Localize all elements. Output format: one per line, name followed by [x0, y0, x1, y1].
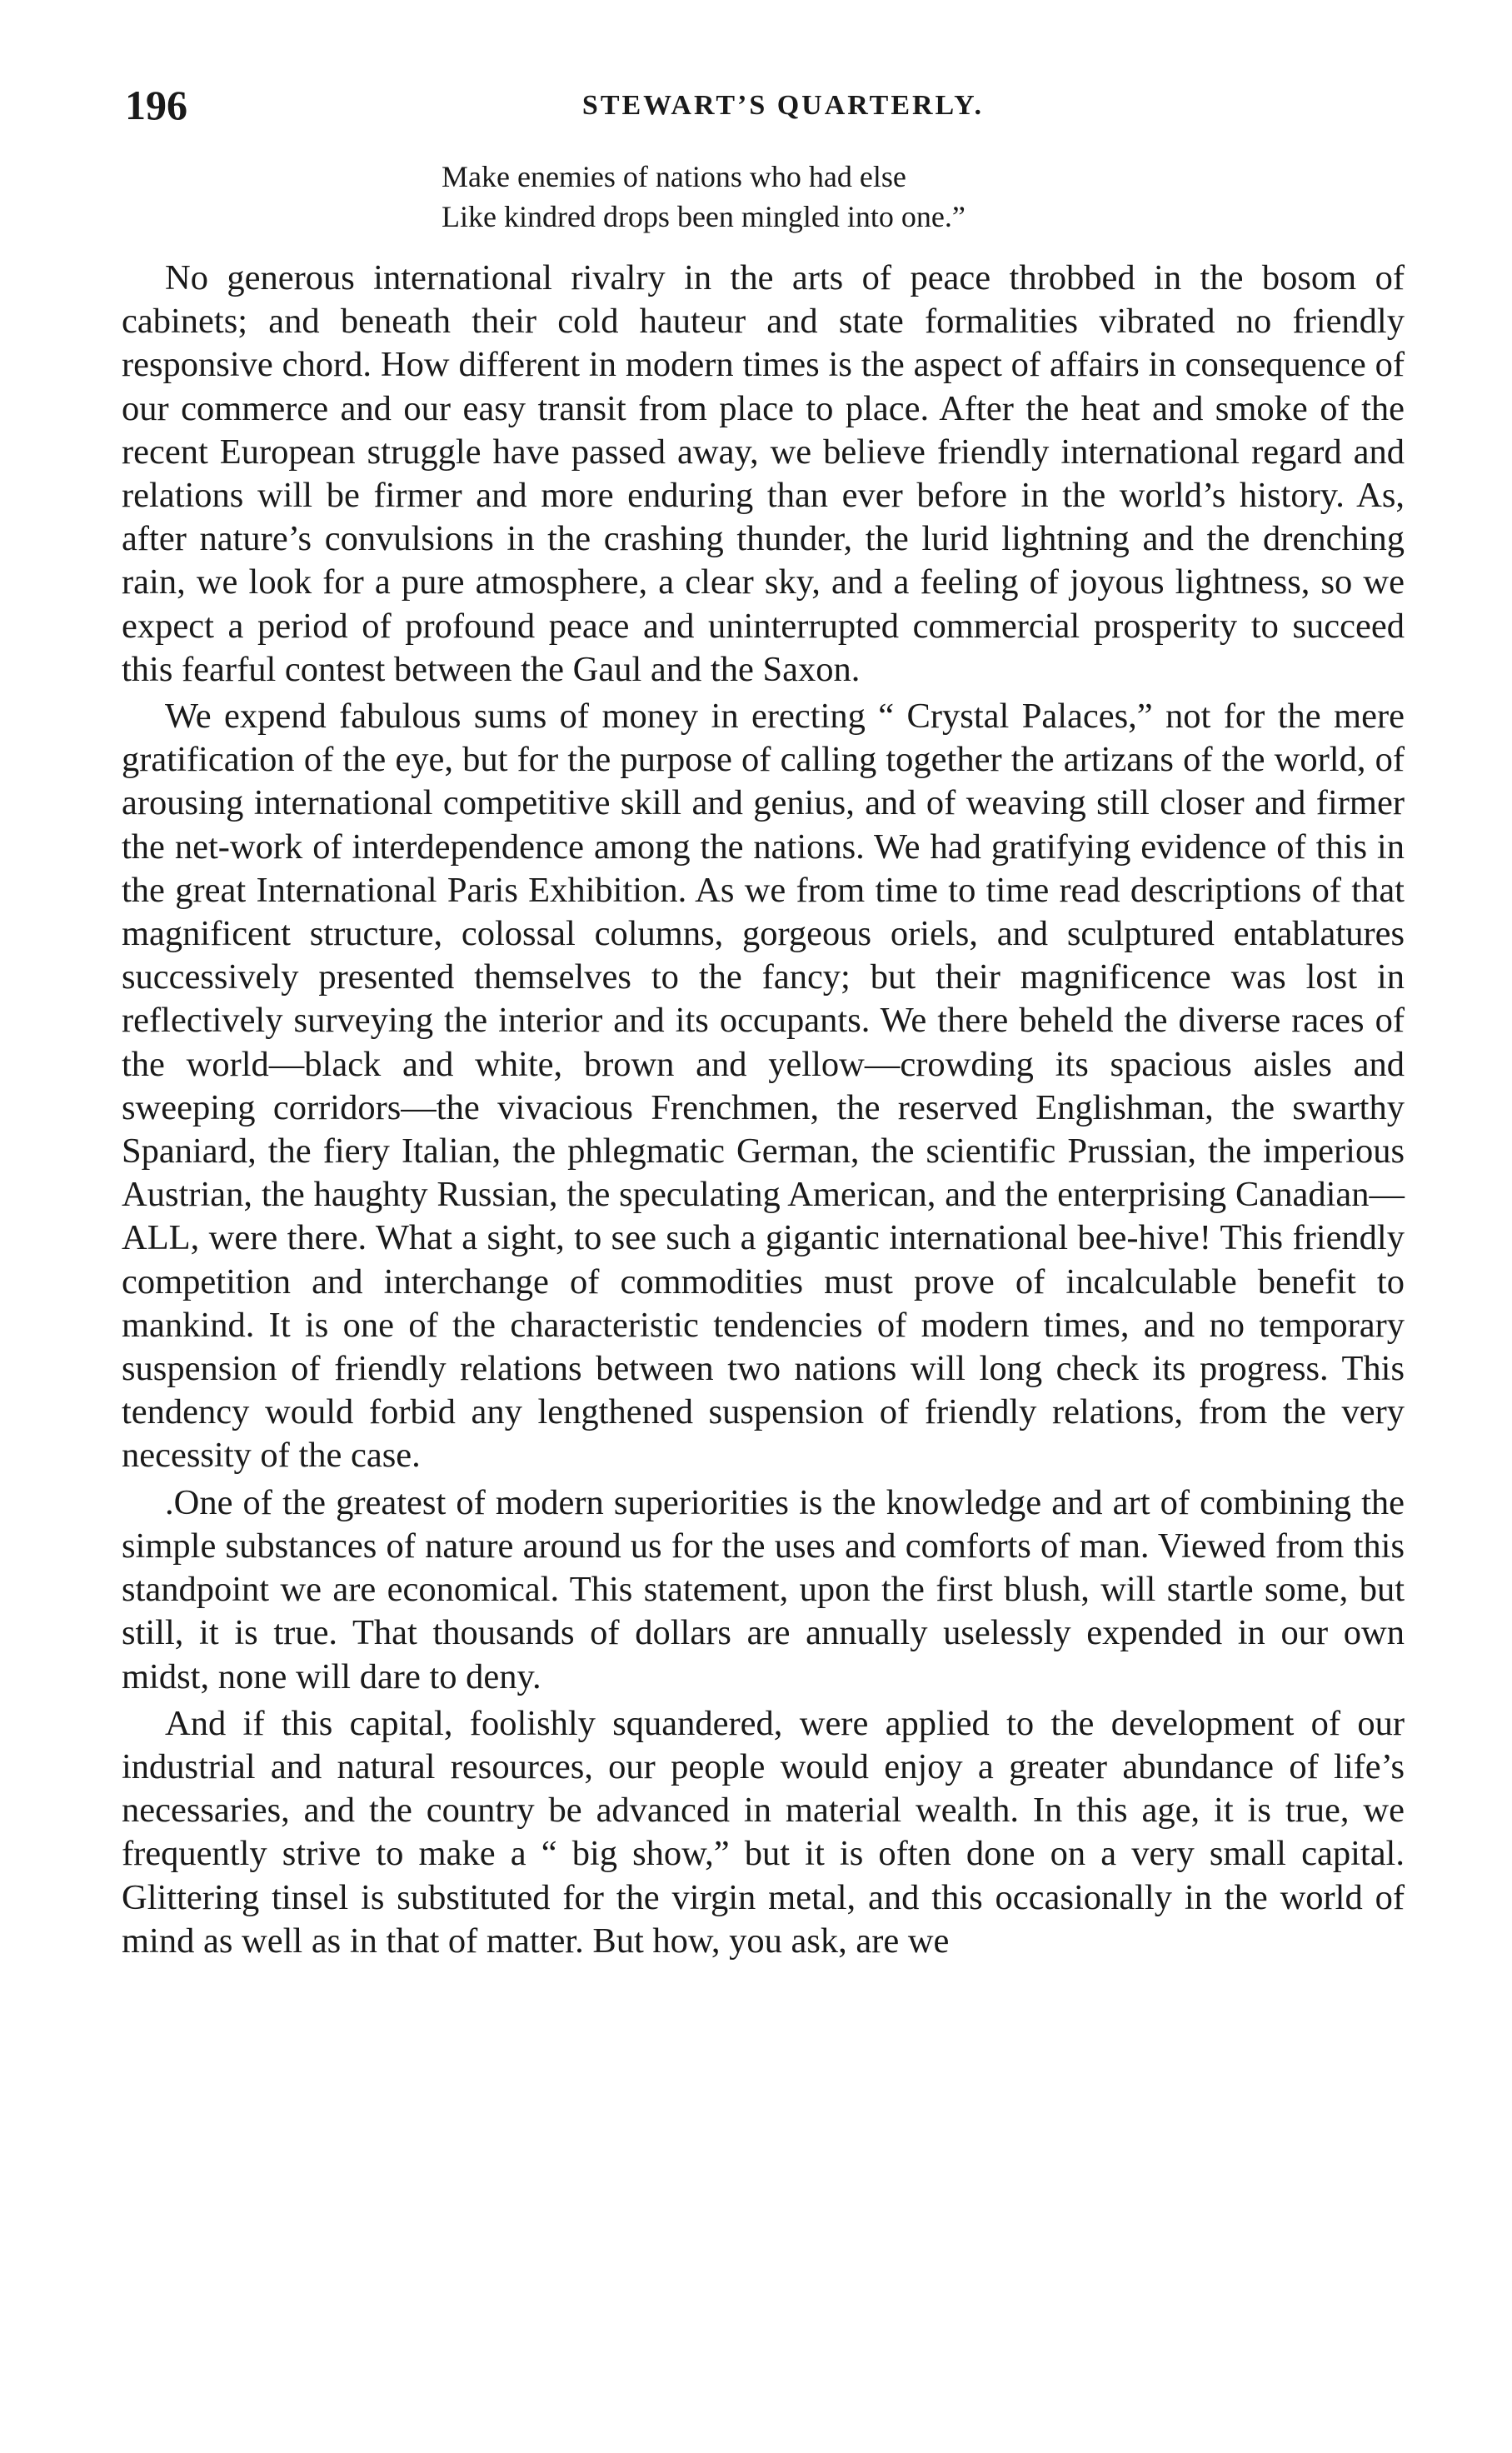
paragraph: And if this capital, foolishly squandered, were applied to the development of our industrial and natural resources, our people would enjoy a greater abundance of life’s necessaries, and the country be advanced in material wealth. In this age, it is true, we frequently strive to make a “ big show,” but it is often done on a very small capital. Glittering tinsel is substituted for the virgin metal, and this occasionally in the world of mind as well as in that of matter. But how, you ask, are we — [122, 1703, 1405, 1961]
page-header — [125, 80, 1408, 130]
paragraph: We expend fabulous sums of money in erecting “ Crystal Palaces,” not for the mere gratification of the eye, but for the purpose of calling together the artizans of the world, of arousing international competitive skill and genius, and of weaving still closer and firmer the net-work of interdependence among the nations. We had gratifying evidence of this in the great International Paris Exhibition. As we from time to time read descriptions of that magnificent structure, colossal columns, gorgeous oriels, and sculptured entablatures successively presented themselves to the fancy; but their magnificence was lost in reflectively surveying the interior and its occupants. We there beheld the diverse races of the world—black and white, brown and yellow—crowding its spacious aisles and sweeping corridors—the vivacious Frenchmen, the reserved Englishman, the swarthy Spaniard, the fiery Italian, the phlegmatic German, the scientific Prussian, the imperious Austrian, the haughty Russian, the speculating American, and the enterprising Canadian—ALL, were there. What a sight, to see such a gigantic international bee-hive! This friendly competition and interchange of commodities must prove of incalculable benefit to mankind. It is one of the characteristic tendencies of modern times, and no temporary suspension of friendly relations between two nations will long check its progress. This tendency would forbid any lengthened suspension of friendly relations, from the very necessity of the case. — [122, 697, 1405, 1476]
page-number: 196 — [125, 82, 187, 128]
verse-quotation — [442, 157, 966, 237]
verse-line: Make enemies of nations who had else — [442, 160, 906, 193]
paragraph: No generous international rivalry in the arts of peace throbbed in the bosom of cabinets; and beneath their cold hauteur and state formalities vibrated no friendly responsive chord. How different in modern times is the aspect of affairs in consequence of our commerce and our easy transit from place to place. After the heat and smoke of the recent European struggle have passed away, we believe friendly international regard and relations will be firmer and more enduring than ever before in the world’s history. As, after nature’s convulsions in the crashing thunder, the lurid lightning and the drenching rain, we look for a pure atmosphere, a clear sky, and a feeling of joyous lightness, so we expect a period of profound peace and uninterrupted commercial prosperity to succeed this fearful contest between the Gaul and the Saxon. — [122, 258, 1405, 689]
verse-line: Like kindred drops been mingled into one.” — [442, 200, 966, 233]
running-title: STEWART’S QUARTERLY. — [581, 90, 985, 121]
body-text — [122, 257, 1405, 1963]
paragraph: .One of the greatest of modern superiorities is the knowledge and art of combining the simple substances of nature around us for the uses and comforts of man. Viewed from this standpoint we are economical. This statement, upon the first blush, will startle some, but still, it is true. That thousands of dollars are annually uselessly expended in our own midst, none will dare to deny. — [122, 1482, 1405, 1696]
